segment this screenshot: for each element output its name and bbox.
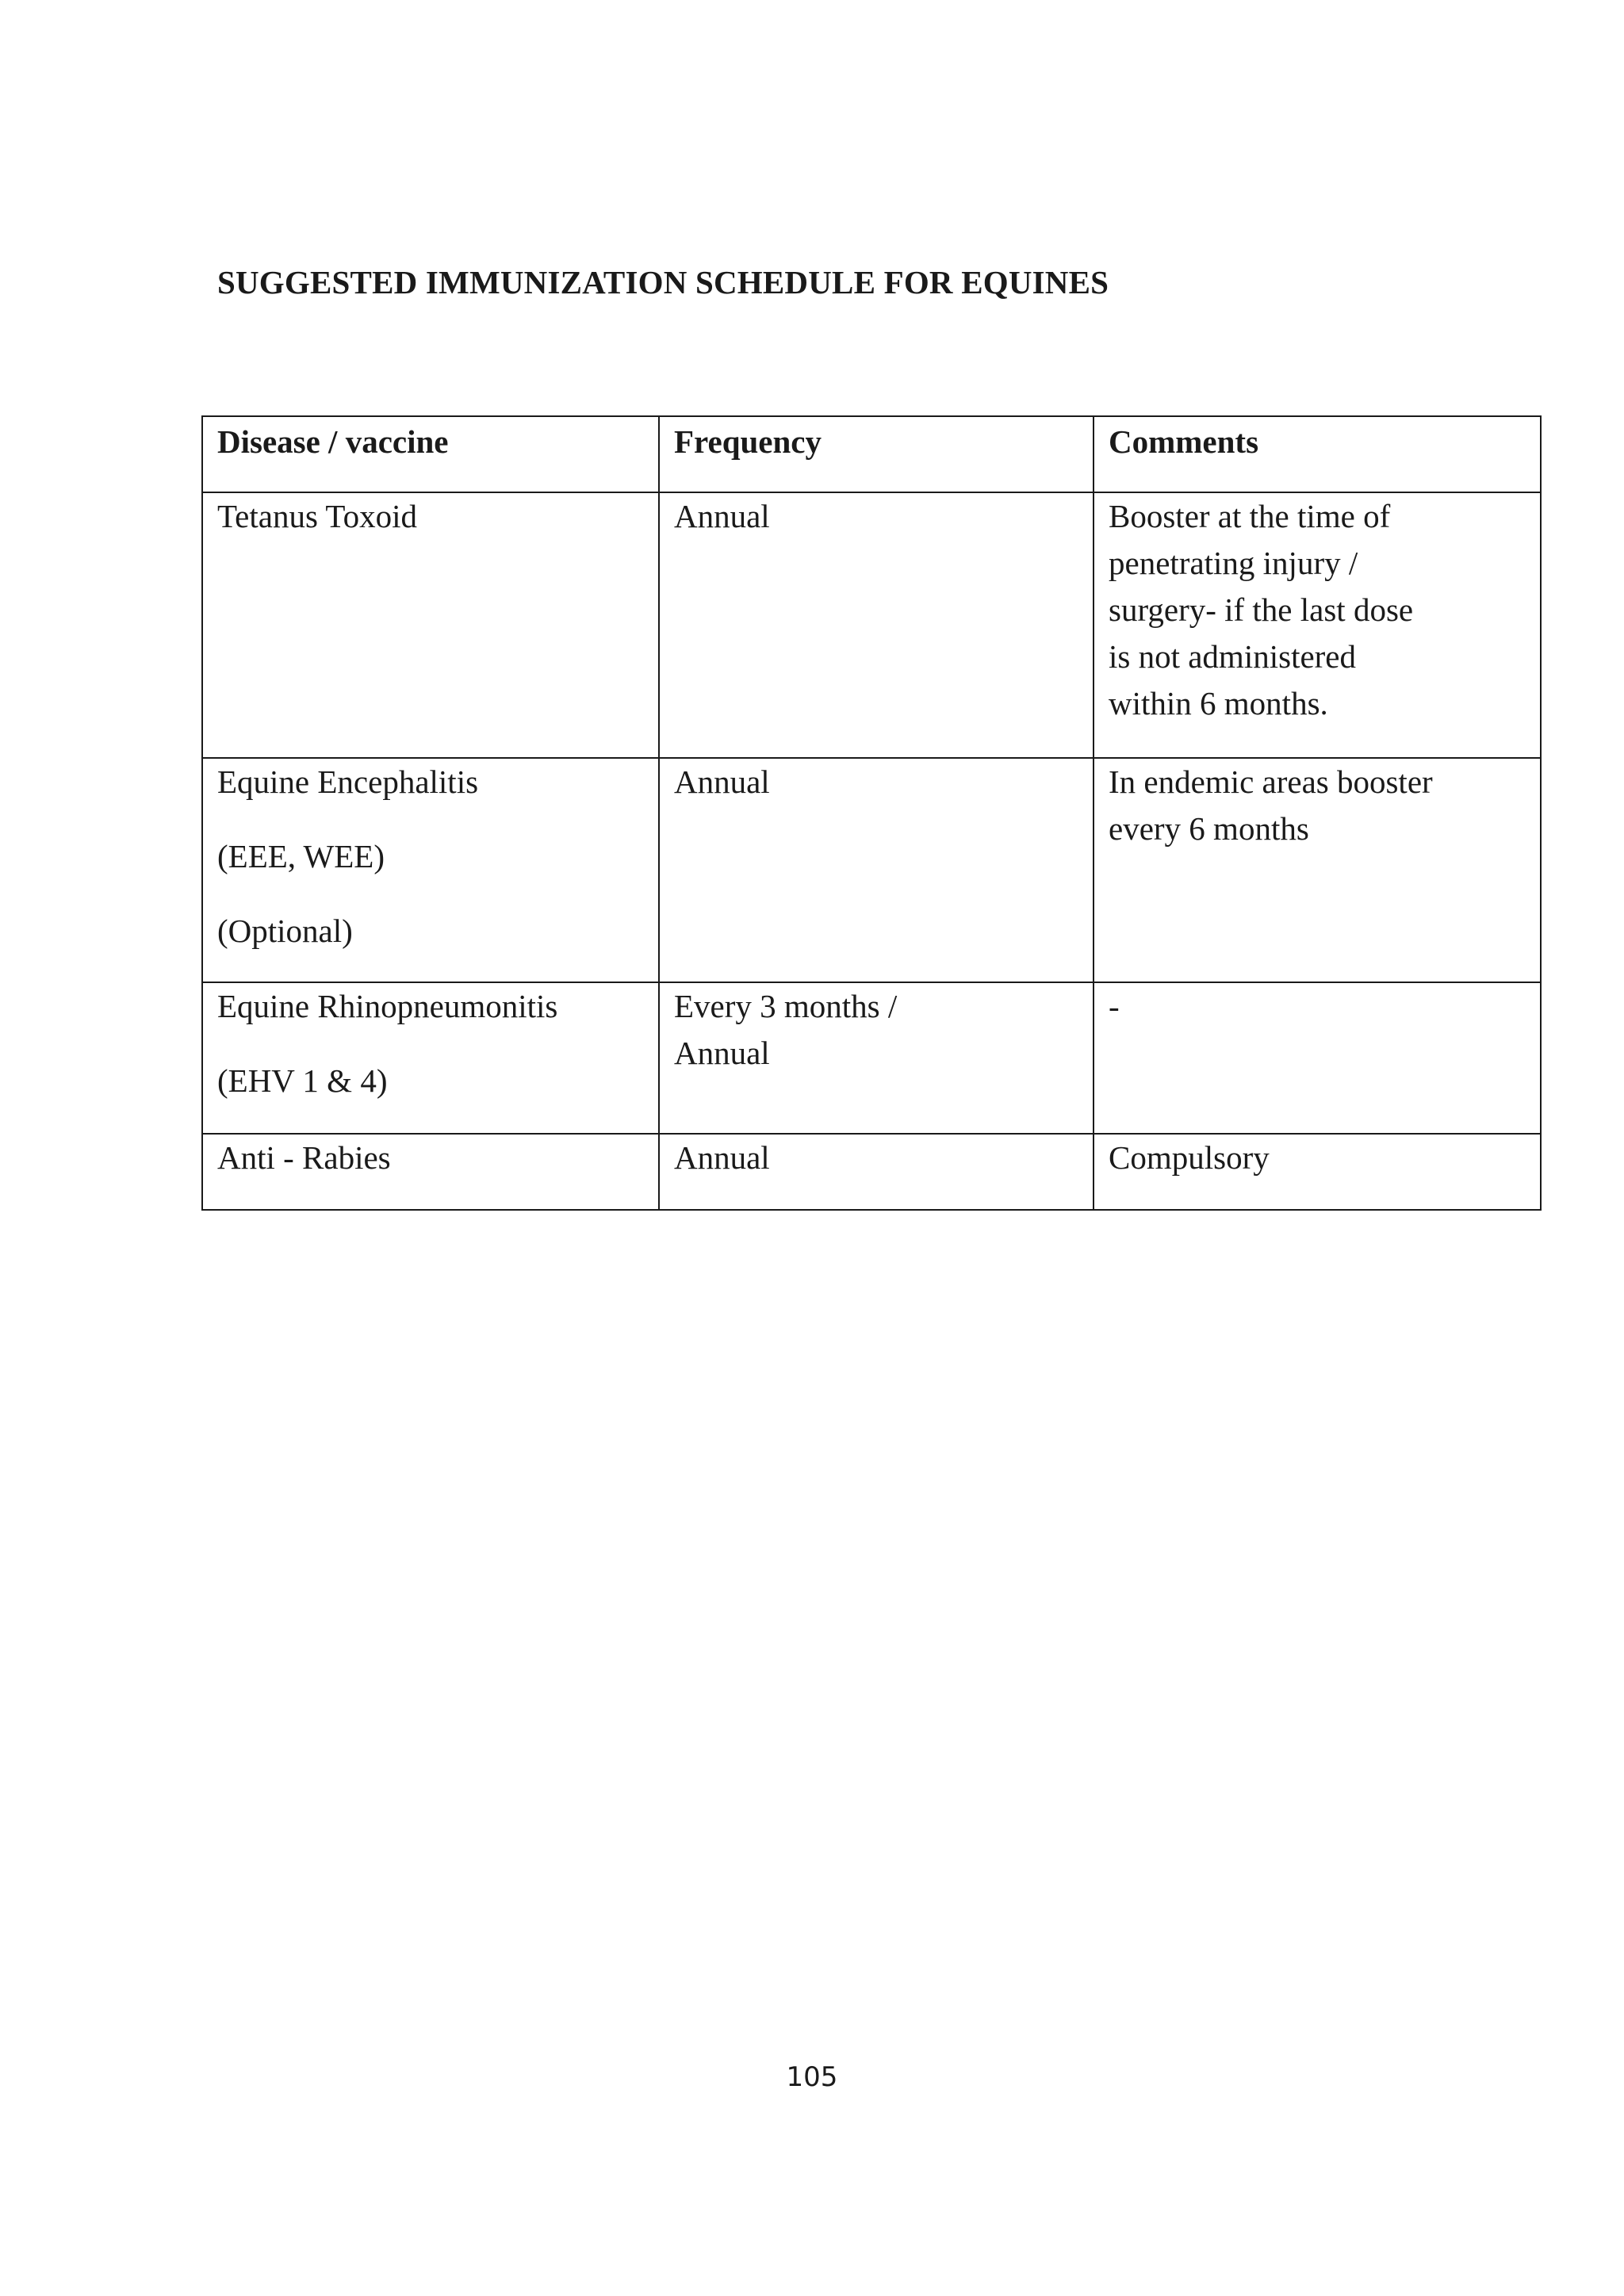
comment-line: Booster at the time of — [1109, 498, 1391, 534]
comment-line: every 6 months — [1109, 810, 1309, 847]
frequency-cell — [659, 492, 1094, 758]
disease-cell — [202, 982, 659, 1134]
comments-cell — [1094, 982, 1541, 1134]
comments-cell — [1094, 1134, 1541, 1210]
table-row — [202, 982, 1541, 1134]
header-disease: Disease / vaccine — [202, 416, 659, 492]
disease-text: Equine Encephalitis — [217, 763, 479, 800]
page-number: 105 — [786, 2061, 838, 2093]
header-comments: Comments — [1094, 416, 1541, 492]
frequency-text: Annual — [674, 498, 770, 534]
comment-line: - — [1109, 988, 1120, 1024]
comments-cell — [1094, 758, 1541, 982]
comment-line: In endemic areas booster — [1109, 763, 1433, 800]
table-row — [202, 758, 1541, 982]
table-row — [202, 1134, 1541, 1210]
header-frequency: Frequency — [659, 416, 1094, 492]
table-header-row — [202, 416, 1541, 492]
disease-cell — [202, 492, 659, 758]
disease-subtext: (EEE, WEE) — [217, 838, 385, 874]
frequency-text: Annual — [674, 1035, 770, 1071]
frequency-cell — [659, 758, 1094, 982]
page-title: SUGGESTED IMMUNIZATION SCHEDULE FOR EQUINES — [217, 264, 1109, 300]
comment-line: within 6 months. — [1109, 685, 1328, 721]
comment-line: penetrating injury / — [1109, 545, 1358, 581]
disease-subtext: (EHV 1 & 4) — [217, 1062, 388, 1099]
disease-cell — [202, 1134, 659, 1210]
frequency-text: Every 3 months / — [674, 988, 898, 1024]
disease-cell — [202, 758, 659, 982]
immunization-table — [201, 415, 1542, 1211]
disease-subtext: (Optional) — [217, 913, 353, 949]
disease-text: Tetanus Toxoid — [217, 498, 418, 534]
frequency-text: Annual — [674, 1139, 770, 1176]
comment-line: is not administered — [1109, 638, 1357, 675]
table-row — [202, 492, 1541, 758]
frequency-cell — [659, 1134, 1094, 1210]
frequency-cell — [659, 982, 1094, 1134]
comments-cell — [1094, 492, 1541, 758]
disease-text: Anti - Rabies — [217, 1139, 391, 1176]
frequency-text: Annual — [674, 763, 770, 800]
comment-line: surgery- if the last dose — [1109, 591, 1414, 628]
comment-line: Compulsory — [1109, 1139, 1270, 1176]
disease-text: Equine Rhinopneumonitis — [217, 988, 558, 1024]
